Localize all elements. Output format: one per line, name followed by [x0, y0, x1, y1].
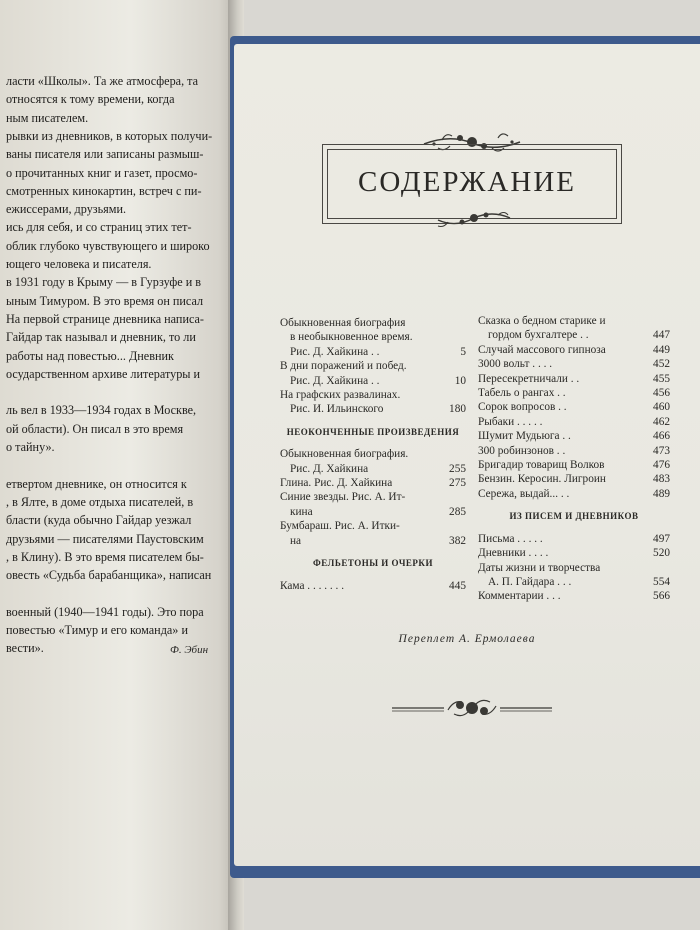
toc-entry-title: А. П. Гайдара . . . — [488, 575, 572, 588]
toc-entry — [478, 357, 670, 371]
toc-entry — [478, 372, 670, 386]
left-page-text-line: о прочитанных книг и газет, просмо- — [6, 165, 198, 180]
toc-entry-page: 285 — [449, 505, 466, 518]
toc-entry-title: Сорок вопросов . . — [478, 401, 567, 414]
toc-entry-title: Рис. Д. Хайкина . . — [290, 374, 380, 387]
toc-entry-page: 445 — [449, 579, 466, 592]
toc-entry-title: 3000 вольт . . . . — [478, 358, 553, 371]
toc-entry-page: 180 — [449, 403, 466, 416]
left-page-text-line: ласти «Школы». Та же атмосфера, та — [6, 74, 199, 88]
toc-entry — [478, 386, 670, 400]
toc-entry-page — [666, 561, 670, 575]
toc-entry-title: Рыбаки . . . . . — [478, 415, 543, 428]
toc-entry — [280, 374, 466, 388]
left-page-text-line: овесть «Судьба барабанщика», написан — [6, 568, 212, 583]
toc-entry-title: кина — [290, 505, 313, 518]
toc-entry-page: 382 — [449, 534, 466, 547]
toc-entry-page: 476 — [653, 459, 670, 472]
contents-right-column — [478, 314, 670, 604]
toc-entry — [478, 328, 670, 342]
toc-entry-title: гордом бухгалтере . . — [488, 329, 589, 342]
toc-entry-page: 449 — [653, 343, 670, 356]
toc-entry-page: 10 — [454, 374, 466, 387]
toc-entry — [280, 519, 466, 533]
left-page-signature: Ф. Эбин — [170, 644, 209, 656]
left-page-text-line: облик глубоко чувствующего и широко — [6, 238, 210, 253]
left-page-text-line: о тайну». — [6, 440, 55, 454]
toc-entry-title: Табель о рангах . . — [478, 387, 566, 400]
toc-entry — [478, 314, 670, 328]
toc-entry — [280, 476, 466, 490]
toc-entry-title: Бумбараш. Рис. А. Итки- — [280, 520, 400, 533]
toc-entry — [280, 447, 466, 461]
toc-entry-page — [666, 314, 670, 328]
bottom-floral-ornament-icon — [392, 692, 552, 722]
toc-entry — [280, 462, 466, 476]
toc-entry-page: 554 — [653, 575, 670, 588]
left-page-text-line: друзьями — писателями Паустовским — [6, 531, 204, 546]
left-page-text-line: етвертом дневнике, он относится к — [6, 476, 187, 491]
toc-entry-title: Комментарии . . . — [478, 590, 561, 603]
toc-entry-page: 255 — [449, 462, 466, 475]
left-page-text-line: работы над повестью... Дневник — [6, 348, 174, 363]
toc-entry-title: 300 робинзонов . . — [478, 444, 566, 457]
left-page-text-line: , в Ялте, в доме отдыха писателей, в — [6, 494, 194, 509]
toc-entry — [478, 429, 670, 443]
toc-entry-title: Рис. И. Ильинского — [290, 403, 384, 416]
section-heading-unfinished: НЕОКОНЧЕННЫЕ ПРОИЗВЕДЕНИЯ — [286, 426, 460, 437]
toc-entry-page: 460 — [653, 401, 670, 414]
toc-entry-page — [462, 388, 466, 402]
left-page-text-line: ным писателем. — [6, 110, 89, 125]
toc-entry-title: Рис. Д. Хайкина — [290, 462, 369, 475]
left-page-text-line: ваны писателя или записаны размыш- — [6, 147, 204, 162]
left-page-text-line: ыным Тимуром. В это время он писал — [6, 293, 204, 308]
toc-entry — [478, 472, 670, 486]
toc-entry-page — [462, 447, 466, 461]
left-page-text-line: смотренных кинокартин, встреч с пи- — [6, 183, 202, 198]
toc-entry-title: Даты жизни и творчества — [478, 561, 601, 574]
toc-entry — [478, 444, 670, 458]
toc-entry-title: Глина. Рис. Д. Хайкина — [280, 477, 393, 490]
toc-entry-page: 483 — [653, 473, 670, 486]
toc-entry — [478, 561, 670, 575]
toc-entry-page — [462, 519, 466, 533]
toc-entry — [478, 575, 670, 589]
toc-entry-page: 497 — [653, 532, 670, 545]
toc-entry-title: Бригадир товарищ Волков — [478, 459, 605, 472]
toc-entry — [478, 415, 670, 429]
toc-entry-title: Рис. Д. Хайкина . . — [290, 345, 380, 358]
toc-entry — [478, 487, 670, 501]
toc-entry — [280, 330, 466, 344]
toc-entry-title: Случай массового гипноза — [478, 343, 606, 356]
toc-entry-title: Шумит Мудьюга . . — [478, 430, 571, 443]
left-page-text-line: Гайдар так называл и дневник, то ли — [6, 330, 196, 345]
left-page-text-line: бласти (куда обычно Гайдар уезжал — [6, 513, 192, 528]
left-page-text-line: На первой странице дневника написа- — [6, 311, 204, 326]
left-page-text-line: ежиссерами, друзьями. — [6, 202, 127, 217]
section-heading-feuilletons: ФЕЛЬЕТОНЫ И ОЧЕРКИ — [313, 558, 433, 569]
toc-entry — [280, 316, 466, 330]
toc-entry-title: Письма . . . . . — [478, 532, 543, 545]
toc-entry-title: Синие звезды. Рис. А. Ит- — [280, 491, 406, 504]
toc-entry-page: 520 — [653, 547, 670, 560]
toc-entry-page: 452 — [653, 358, 670, 371]
toc-entry-page: 566 — [653, 590, 670, 603]
toc-entry — [280, 402, 466, 416]
section-heading-letters: ИЗ ПИСЕМ И ДНЕВНИКОВ — [509, 511, 639, 522]
toc-entry-page: 489 — [653, 487, 670, 500]
left-page-text-line: военный (1940—1941 годы). Это пора — [6, 604, 204, 619]
toc-entry-title: в необыкновенное время. — [290, 331, 413, 344]
left-page-text-line: ль вел в 1933—1934 годах в Москве, — [6, 403, 197, 418]
left-page-text-line: рывки из дневников, в которых получи- — [6, 128, 213, 143]
toc-entry-title: Кама . . . . . . . — [280, 579, 345, 592]
toc-entry-page: 455 — [653, 372, 670, 385]
toc-entry — [280, 388, 466, 402]
toc-entry — [478, 532, 670, 546]
toc-entry-title: В дни поражений и побед. — [280, 360, 407, 373]
toc-entry-page — [462, 490, 466, 504]
toc-entry — [280, 505, 466, 519]
toc-entry-page: 473 — [653, 444, 670, 457]
right-page — [234, 44, 700, 866]
toc-entry-page: 447 — [653, 329, 670, 342]
toc-entry-title: Обыкновенная биография. — [280, 448, 409, 461]
toc-entry — [478, 343, 670, 357]
toc-entry-page — [462, 359, 466, 373]
toc-entry-title: на — [290, 534, 302, 547]
left-page-text-line: осударственном архиве литературы и — [6, 366, 201, 381]
left-page — [0, 0, 238, 930]
toc-entry-title: Сказка о бедном старике и — [478, 315, 606, 327]
toc-entry — [478, 589, 670, 603]
toc-entry-title: Пересекретничали . . — [478, 372, 580, 385]
toc-entry-title: На графских развалинах. — [280, 389, 401, 402]
toc-entry — [478, 546, 670, 560]
left-page-text-line: относятся к тому времени, когда — [6, 92, 175, 107]
toc-entry-page — [462, 330, 466, 344]
binding-credit: Переплет А. Ермолаева — [398, 633, 536, 645]
toc-entry-title: Дневники . . . . — [478, 547, 549, 560]
toc-entry-page: 5 — [460, 345, 466, 358]
toc-entry-title: Сережа, выдай... . . — [478, 487, 570, 500]
toc-entry-title: Бензин. Керосин. Лигроин — [478, 473, 606, 486]
toc-entry-page: 466 — [653, 430, 670, 443]
toc-entry — [280, 359, 466, 373]
left-page-text-line: повестью «Тимур и его команда» и — [6, 623, 188, 637]
toc-entry-page: 462 — [653, 415, 670, 428]
toc-entry-title: Обыкновенная биография — [280, 317, 406, 329]
toc-entry — [280, 579, 466, 593]
toc-entry-page: 456 — [653, 387, 670, 400]
toc-entry-page: 275 — [449, 477, 466, 490]
toc-entry — [280, 534, 466, 548]
title-floral-ornament-icon — [434, 206, 514, 232]
left-page-text-line: ись для себя, и со страниц этих тет- — [6, 220, 192, 235]
left-page-text-line: вести». — [6, 641, 44, 656]
left-page-text-line: ой области). Он писал в это время — [6, 421, 184, 436]
contents-left-column — [280, 316, 466, 593]
left-page-text-line: ющего человека и писателя. — [6, 257, 152, 271]
contents-title: СОДЕРЖАНИЕ — [358, 166, 576, 198]
toc-entry — [478, 400, 670, 414]
toc-entry — [280, 490, 466, 504]
left-page-text-line: , в Клину). В это время писателем бы- — [6, 549, 204, 564]
toc-entry — [478, 458, 670, 472]
toc-entry — [280, 345, 466, 359]
left-page-text-line: в 1931 году в Крыму — в Гурзуфе и в — [6, 275, 202, 290]
toc-entry-page — [462, 316, 466, 330]
